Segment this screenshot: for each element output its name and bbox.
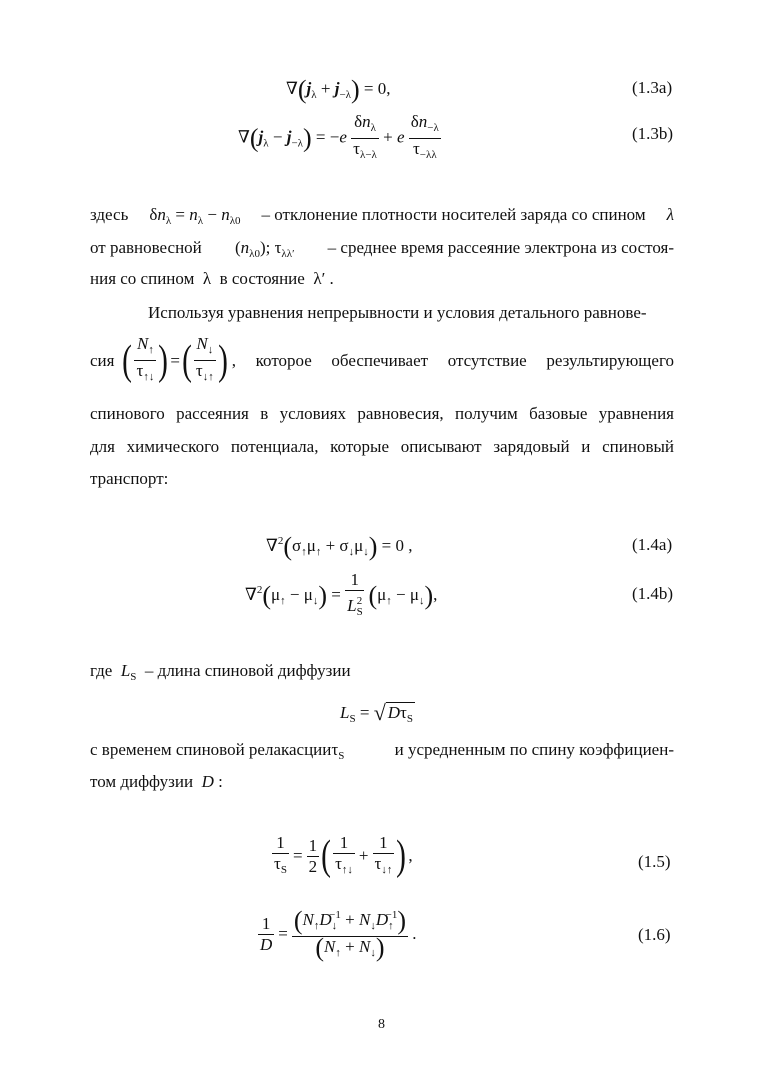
equation-1-4a: $\nabla^2(\sigma_↑\mu_↑ + \sigma_↓\mu_↓) = 0$ , [266, 532, 413, 561]
equation-1-6: $\frac{1}{D}$ = $\frac{(N_↑D_↓^{-1} + N_↓D_↑^{-1})}{(N_↑ + N_↓)}$ . [260, 906, 417, 963]
paragraph-line [90, 661, 351, 687]
equation-number-1-4a: (1.4a) [632, 535, 673, 554]
equation-1-5: $\frac{1}{\tau_S}$ = $\frac{1}{2}$ ( $\frac{1}{\tau_{↑↓}}$ + $\frac{1}{\tau_{↓↑}}$ ) , [274, 832, 413, 879]
text-fragment: здесь [90, 205, 129, 224]
equation-number-1-3b: (1.3b) [632, 124, 674, 143]
paragraph-line [90, 334, 674, 387]
inline-math: λ [666, 205, 674, 224]
text-fragment: – длина спиновой диффузии [144, 661, 351, 680]
text-fragment: где [90, 661, 113, 680]
paragraph-line [90, 238, 674, 264]
text-fragment: – среднее время рассеяние электрона из состоя- [327, 238, 674, 257]
paragraph-line: Используя уравнения непрерывности и условия детального равнове- [148, 303, 647, 322]
equation-diffusion-length: $L_S$ = √ $D\tau_S$ [340, 700, 414, 725]
equation-1-3a: $\nabla(j_\lambda + j_{-\lambda}) = 0$, [286, 75, 391, 104]
paragraph-line: транспорт: [90, 469, 169, 488]
paragraph-line [90, 740, 674, 766]
text-fragment: ния со спином [90, 269, 195, 288]
paragraph-line: для химического потенциала, которые описывают зарядовый и спиновый [90, 437, 674, 456]
equation-number-1-4b: (1.4b) [632, 584, 674, 603]
inline-math: D [197, 772, 214, 791]
text-fragment: том диффузии [90, 772, 194, 791]
inline-math: $L_S$ [120, 661, 137, 683]
paragraph-line: спинового рассеяния в условиях равновесия, получим базовые уравнения [90, 404, 674, 423]
equation-1-4b: $\nabla^2(\mu_↑ - \mu_↓)$ = $\frac{1}{L_S^2}$ $(\mu_↑ - \mu_↓)$, [245, 570, 438, 618]
paragraph-line [90, 205, 674, 231]
text-fragment: , которое обеспечивает отсутствие результирующего [231, 350, 674, 370]
text-fragment: : [218, 772, 223, 791]
paragraph-line [90, 772, 223, 792]
equation-number-1-3a: (1.3a) [632, 78, 673, 97]
text-fragment: от равновесной [90, 238, 202, 257]
inline-math: $(n_{\lambda 0})$; $\tau_{\lambda\lambda'}$ [234, 238, 295, 260]
equation-1-3b: $\nabla(j_\lambda - j_{-\lambda}) = -e$ $\frac{\delta n_\lambda}{\tau_{\lambda-\lambda}}$ + e $\frac{\delta n_{-\lambda}}{\tau_{-\lambda\lambda}}$ [238, 112, 439, 161]
inline-math: λ′ . [309, 269, 334, 288]
text-fragment: сия [90, 350, 115, 370]
page-number: 8 [378, 1017, 385, 1032]
text-fragment: в состояние [219, 269, 305, 288]
text-fragment: и усредненным по спину коэффициен- [394, 740, 674, 759]
paragraph-line [90, 269, 334, 289]
text-fragment: с временем спиновой релакасцииτ$_S$ [90, 740, 345, 762]
inline-math: $\delta n_\lambda = n_\lambda - n_{\lambda 0}$ [149, 205, 241, 227]
inline-math: λ [198, 269, 216, 288]
equation-number-1-6: (1.6) [638, 925, 671, 944]
equation-number-1-5: (1.5) [638, 852, 671, 871]
inline-math: ( $\frac{N_↑}{\tau_{↑↓}}$ ) = ( $\frac{N_↓}{\tau_{↓↑}}$ ) [122, 334, 228, 384]
text-fragment: – отклонение плотности носителей заряда со спином [261, 205, 646, 224]
